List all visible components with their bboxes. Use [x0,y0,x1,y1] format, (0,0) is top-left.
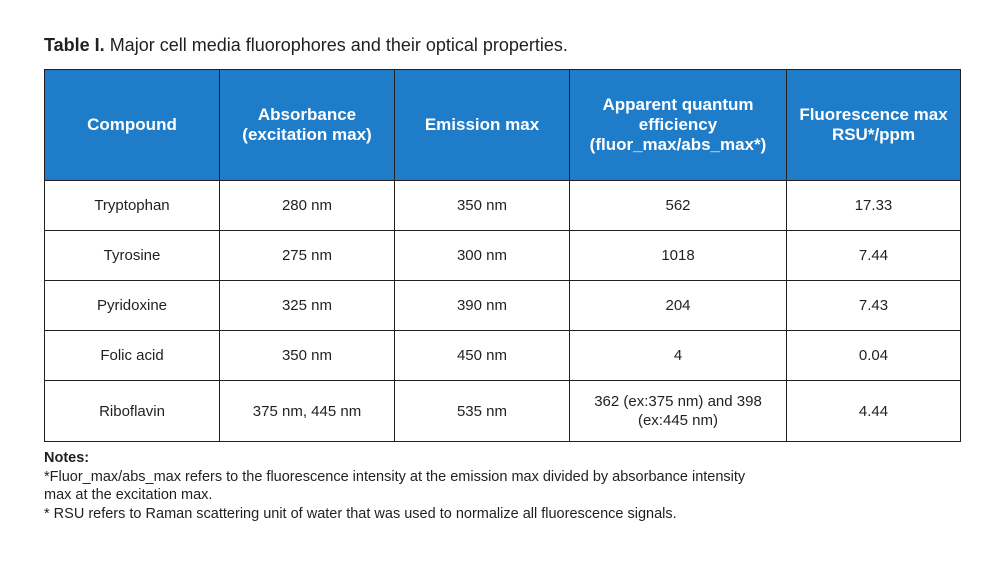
cell-text: 375 nm, 445 nm [252,402,362,420]
cell-text: Tryptophan [94,197,170,214]
cell-absorbance [220,281,395,331]
cell-compound [45,281,220,331]
header-quantum-efficiency [570,70,787,181]
header-absorbance [220,70,395,181]
cell-text: 300 nm [456,247,508,264]
cell-text: Riboflavin [99,402,165,420]
cell-text: 275 nm [281,247,333,264]
cell-quantum-efficiency [570,231,787,281]
cell-fluorescence [787,281,961,331]
cell-emission [395,231,570,281]
caption-lead: Table I. [44,35,105,55]
cell-absorbance [220,331,395,381]
table-row [45,331,961,381]
caption-text: Major cell media fluorophores and their optical properties. [104,35,568,55]
cell-compound [45,231,220,281]
cell-text: 7.43 [858,297,889,314]
header-line: Fluorescence max [799,105,948,124]
cell-text: 204 [665,297,691,314]
table-row [45,181,961,231]
cell-quantum-efficiency [570,331,787,381]
cell-emission [395,331,570,381]
header-line: (fluor_max/abs_max*) [589,135,767,154]
cell-text: 7.44 [858,247,889,264]
header-line: Absorbance [257,105,357,124]
cell-quantum-efficiency [570,381,787,442]
cell-text: 17.33 [854,197,893,214]
cell-compound [45,181,220,231]
cell-text: 362 (ex:375 nm) and 398 [594,393,762,410]
table-row [45,281,961,331]
cell-absorbance [220,181,395,231]
cell-emission [395,281,570,331]
note-line: * RSU refers to Raman scattering unit of water that was used to normalize all fluorescence signals. [44,505,677,522]
cell-text: Folic acid [100,347,164,364]
fluorophore-table [44,69,961,442]
note-line: max at the excitation max. [44,487,213,503]
header-compound [45,70,220,181]
cell-text: 535 nm [456,402,508,420]
header-emission-max [395,70,570,181]
cell-text: Tyrosine [103,247,161,264]
cell-quantum-efficiency [570,281,787,331]
header-line: (excitation max) [242,125,372,144]
cell-text: 325 nm [281,297,333,314]
cell-text: 0.04 [858,347,889,364]
cell-fluorescence [787,181,961,231]
cell-text: 1018 [661,247,695,264]
cell-emission [395,381,570,442]
table-row [45,381,961,442]
header-row [45,70,961,181]
header-line: efficiency [638,115,718,134]
table-caption [44,33,568,57]
cell-fluorescence [787,331,961,381]
table-row [45,231,961,281]
cell-quantum-efficiency [570,181,787,231]
cell-fluorescence [787,381,961,442]
cell-text: 4 [673,347,683,364]
cell-text: 350 nm [281,347,333,364]
notes [44,449,874,523]
header-line: RSU*/ppm [831,125,916,144]
cell-fluorescence [787,231,961,281]
note-line: *Fluor_max/abs_max refers to the fluorescence intensity at the emission max divided by absorbance intensity [44,468,746,485]
cell-text: 280 nm [281,197,333,214]
header-line: Emission max [424,115,540,134]
cell-text: 4.44 [858,402,889,420]
cell-text: 390 nm [456,297,508,314]
cell-text: Pyridoxine [96,297,168,314]
cell-compound [45,381,220,442]
cell-compound [45,331,220,381]
cell-text: 350 nm [456,197,508,214]
cell-absorbance [220,381,395,442]
cell-emission [395,181,570,231]
cell-text: (ex:445 nm) [637,412,719,429]
header-line: Apparent quantum [602,95,754,114]
cell-text: 450 nm [456,347,508,364]
header-fluorescence-max [787,70,961,181]
notes-heading: Notes: [44,450,90,466]
header-line: Compound [87,115,177,134]
cell-absorbance [220,231,395,281]
cell-text: 562 [665,197,691,214]
